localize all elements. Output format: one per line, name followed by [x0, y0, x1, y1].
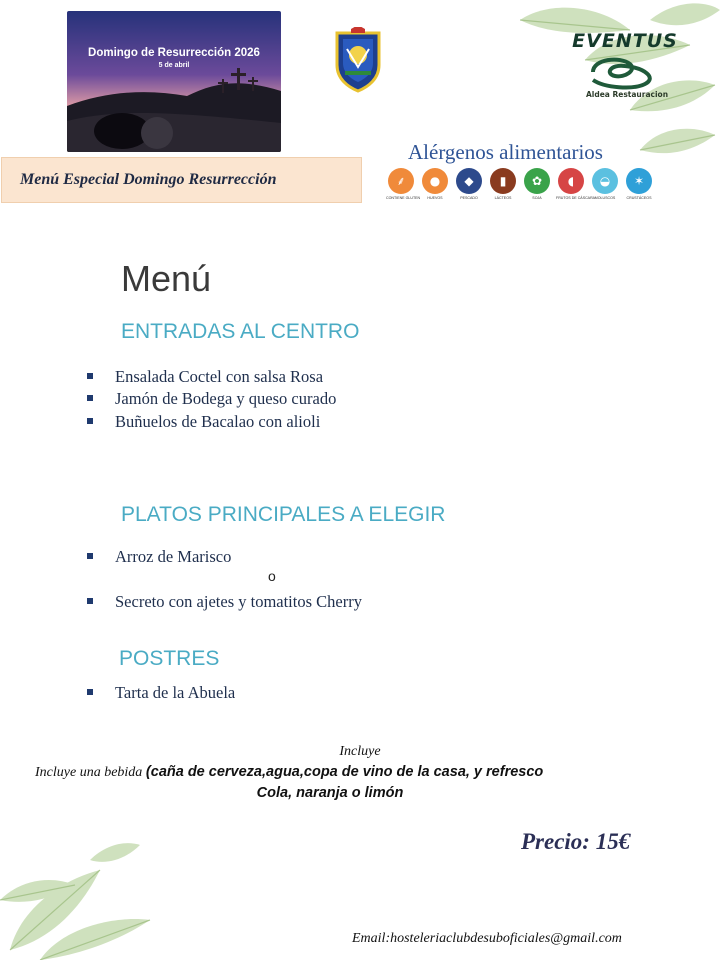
allergen-label: CONTIENE GLUTEN [386, 196, 421, 200]
easter-banner-image [67, 11, 281, 152]
allergen-label: FRUTOS DE CÁSCARA [556, 196, 596, 200]
allergen-item [386, 168, 421, 200]
item-label: Jamón de Bodega y queso curado [115, 389, 337, 408]
list-item [87, 389, 336, 409]
allergen-item [488, 168, 518, 200]
drink-detail-continued: Cola, naranja o limón [256, 785, 404, 801]
section-heading-starters: ENTRADAS AL CENTRO [121, 320, 360, 343]
soy-icon: ✿ [524, 168, 550, 194]
allergen-item [556, 168, 596, 200]
allergen-label: CRUSTÁCEOS [626, 196, 652, 200]
menu-title: Menú [121, 258, 212, 299]
item-label: Ensalada Coctel con salsa Rosa [115, 367, 324, 386]
price: Precio: 15€ [521, 829, 631, 854]
banner-date: 5 de abril [158, 62, 190, 69]
allergen-label: HUEVOS [427, 196, 443, 200]
drink-line [35, 764, 543, 781]
list-item [87, 367, 323, 387]
section-heading-desserts: POSTRES [119, 647, 220, 670]
crab-icon: ✶ [626, 168, 652, 194]
item-label: Arroz de Marisco [115, 547, 232, 566]
shell-icon: ◒ [592, 168, 618, 194]
special-menu-title: Menú Especial Domingo Resurrección [20, 171, 277, 188]
allergen-label: PESCADO [460, 196, 478, 200]
bullet-icon [87, 553, 93, 559]
list-item [87, 592, 362, 612]
allergen-item [454, 168, 484, 200]
item-label: Buñuelos de Bacalao con alioli [115, 412, 321, 431]
drink-detail: (caña de cerveza,agua,copa de vino de la casa, y refresco [145, 764, 544, 780]
allergen-item [420, 168, 450, 200]
milk-icon: ▮ [490, 168, 516, 194]
nut-icon: ◖ [558, 168, 584, 194]
list-item [87, 683, 235, 703]
contact-email: Email:hosteleriaclubdesuboficiales@gmail.com [352, 931, 622, 946]
allergen-item [624, 168, 654, 200]
bullet-icon [87, 689, 93, 695]
item-label: Secreto con ajetes y tomatitos Cherry [115, 592, 362, 611]
or-separator: o [268, 568, 276, 584]
wheat-icon: ⸙ [388, 168, 414, 194]
logo-wordmark: EVENTUS [572, 30, 678, 52]
allergen-label: MOLUSCOS [594, 196, 616, 200]
bullet-icon [87, 598, 93, 604]
bullet-icon [87, 395, 93, 401]
allergens-legend [386, 168, 658, 208]
allergen-item [590, 168, 620, 200]
item-label: Tarta de la Abuela [115, 683, 236, 702]
egg-icon: ● [422, 168, 448, 194]
fish-icon: ◆ [456, 168, 482, 194]
section-heading-mains: PLATOS PRINCIPALES A ELEGIR [121, 503, 446, 526]
drink-label: Incluye una bebida [35, 765, 143, 780]
list-item [87, 412, 320, 432]
eventus-logo [545, 28, 705, 108]
list-item [87, 547, 231, 567]
allergen-label: SOJA [532, 196, 542, 200]
banner-title: Domingo de Resurrección 2026 [88, 47, 260, 59]
bullet-icon [87, 373, 93, 379]
logo-swirl-icon [585, 54, 665, 90]
includes-title: Incluye [339, 744, 381, 759]
leaves-decoration-bottom [0, 840, 165, 960]
allergen-item [522, 168, 552, 200]
logo-subtitle: Aldea Restauracion [585, 90, 669, 99]
club-crest-icon [333, 27, 383, 93]
special-menu-banner [1, 157, 362, 203]
bullet-icon [87, 418, 93, 424]
allergen-label: LÁCTEOS [494, 196, 512, 200]
allergens-title: Alérgenos alimentarios [408, 140, 603, 164]
